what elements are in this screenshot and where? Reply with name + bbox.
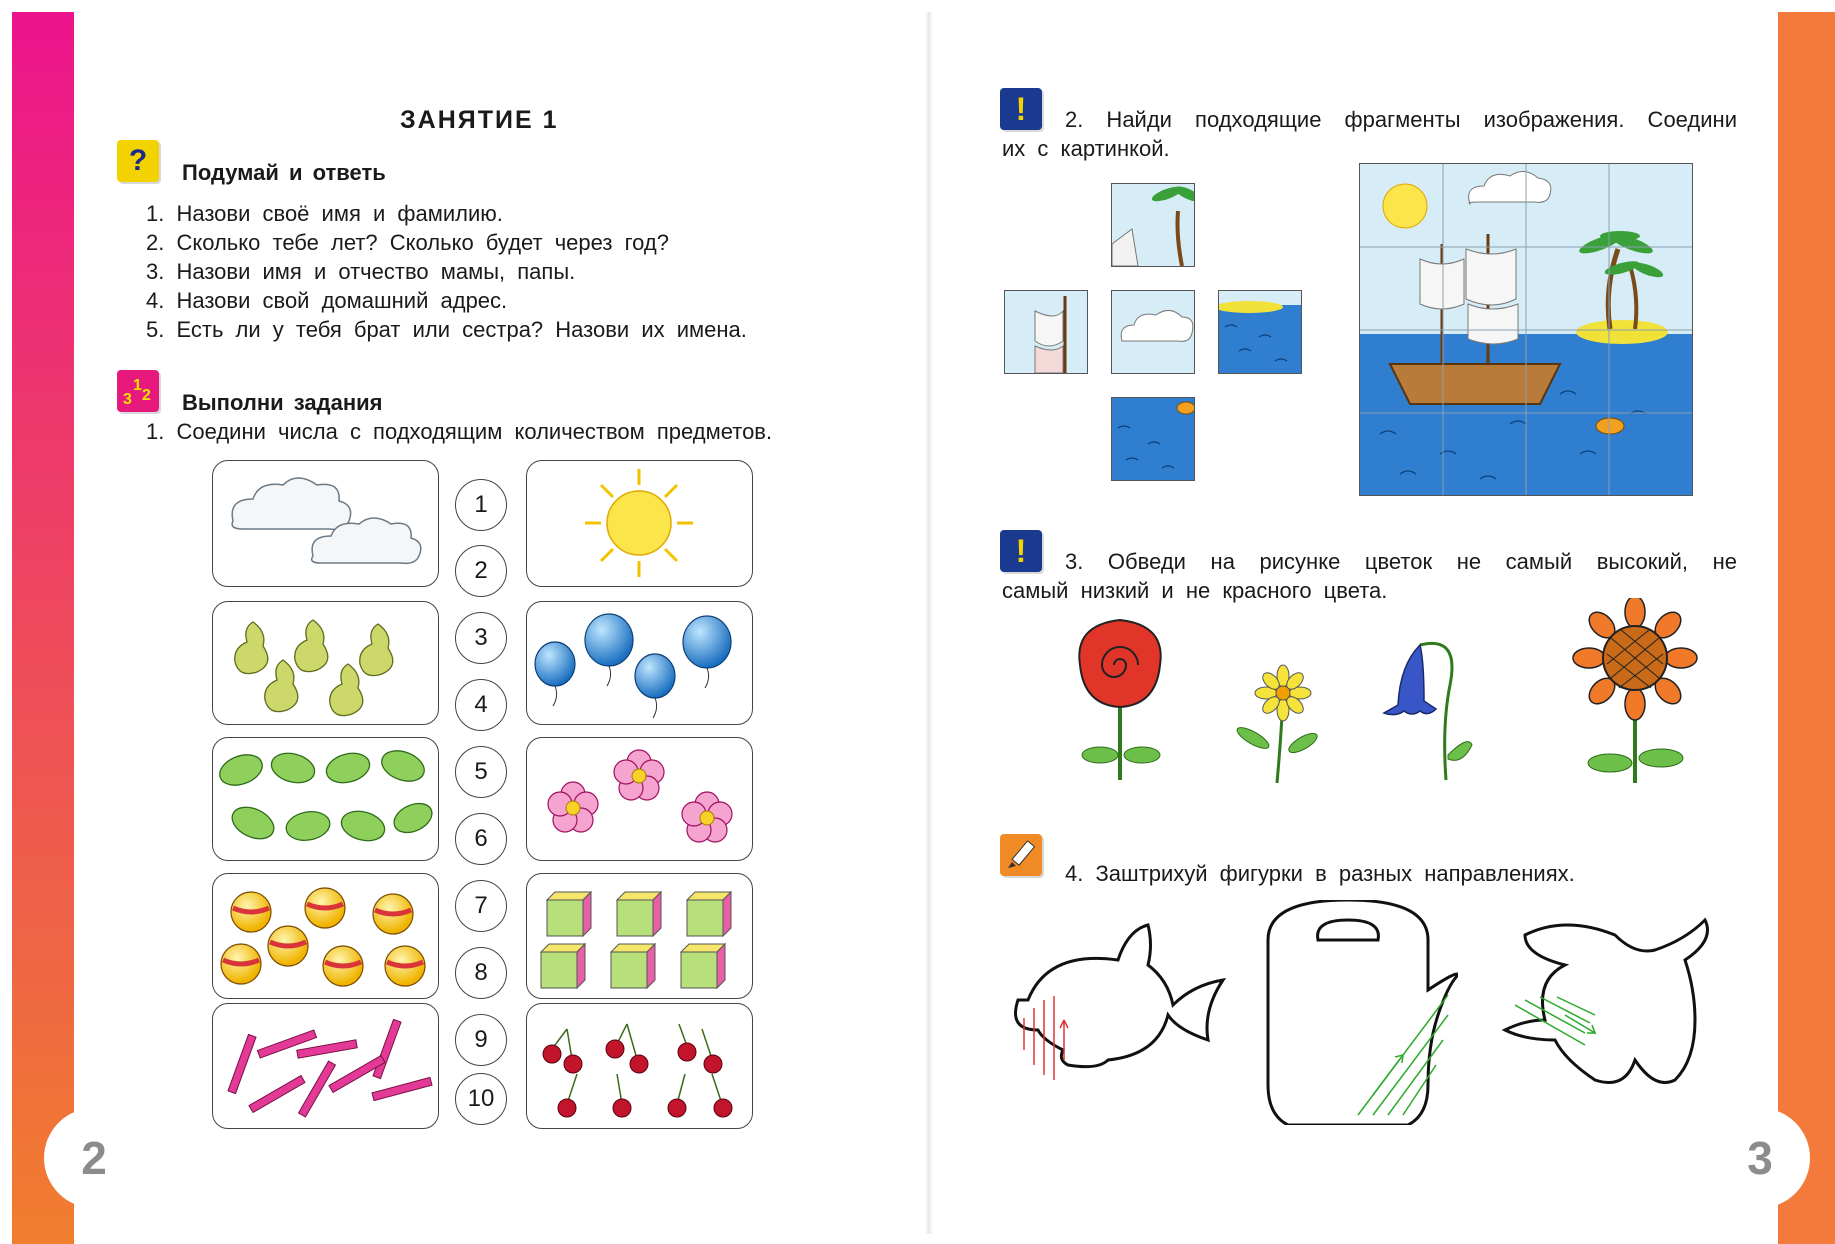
lesson-title: ЗАНЯТИЕ 1 xyxy=(400,106,559,134)
right-page-color-bar xyxy=(1778,12,1835,1244)
flower-sunflower[interactable] xyxy=(1565,598,1705,788)
numbers-icon xyxy=(117,370,159,412)
number-circle[interactable]: 5 xyxy=(455,746,507,798)
task1-text: 1. Соедини числа с подходящим количеством предметов. xyxy=(146,419,773,444)
box-cherries xyxy=(526,1003,753,1129)
figure-fish[interactable] xyxy=(1008,920,1238,1110)
section-heading-tasks: Выполни задания xyxy=(182,390,383,415)
task4-text: 4. Заштрихуй фигурки в разных направлениях. xyxy=(1065,861,1575,886)
svg-text:3: 3 xyxy=(123,391,132,408)
task3-line2: самый низкий и не красного цвета. xyxy=(1002,578,1388,603)
number-circle[interactable]: 8 xyxy=(455,947,507,999)
figure-kettle[interactable] xyxy=(1248,900,1458,1125)
left-page-color-bar xyxy=(12,12,74,1244)
number-circle[interactable]: 2 xyxy=(455,545,507,597)
flower-daisy-yellow[interactable] xyxy=(1228,658,1328,788)
box-balloons xyxy=(526,601,753,725)
fragment-sea-fish[interactable] xyxy=(1111,397,1195,481)
ship-picture xyxy=(1359,163,1693,496)
task2-line1: 2. Найди подходящие фрагменты изображения. Соедини xyxy=(1065,107,1737,132)
box-clouds xyxy=(212,460,439,587)
number-circle[interactable]: 4 xyxy=(455,679,507,731)
pencil-icon xyxy=(1000,834,1042,876)
box-cubes xyxy=(526,873,753,999)
list-item: 4. Назови свой домашний адрес. xyxy=(146,288,508,313)
fragment-cloud[interactable] xyxy=(1111,290,1195,374)
number-circle[interactable]: 7 xyxy=(455,880,507,932)
svg-text:1: 1 xyxy=(133,377,142,394)
list-item: 5. Есть ли у тебя брат или сестра? Назови их имена. xyxy=(146,317,747,342)
box-flowers xyxy=(526,737,753,861)
question-badge-icon: ? xyxy=(117,140,159,182)
list-item: 3. Назови имя и отчество мамы, папы. xyxy=(146,259,576,284)
box-pears xyxy=(212,601,439,725)
fragment-sail[interactable] xyxy=(1004,290,1088,374)
number-circle[interactable]: 9 xyxy=(455,1014,507,1066)
fragment-palm-top[interactable] xyxy=(1111,183,1195,267)
task2-line2: их с картинкой. xyxy=(1002,136,1170,161)
box-sun xyxy=(526,460,753,587)
page-number-left: 2 xyxy=(44,1108,144,1208)
box-balls xyxy=(212,873,439,999)
number-circle[interactable]: 10 xyxy=(455,1073,507,1125)
number-circle[interactable]: 1 xyxy=(455,479,507,531)
exclaim-badge-icon: ! xyxy=(1000,88,1042,130)
list-item: 2. Сколько тебе лет? Сколько будет через год? xyxy=(146,230,669,255)
exclaim-badge-icon: ! xyxy=(1000,530,1042,572)
number-circle[interactable]: 6 xyxy=(455,813,507,865)
flower-rose[interactable] xyxy=(1060,615,1180,785)
book-gutter xyxy=(925,12,933,1234)
section-heading-think: Подумай и ответь xyxy=(182,160,386,185)
questions-list xyxy=(146,199,747,344)
figure-dolphin[interactable] xyxy=(1495,905,1730,1105)
svg-text:2: 2 xyxy=(142,387,151,404)
box-pencils xyxy=(212,1003,439,1129)
list-item: 1. Назови своё имя и фамилию. xyxy=(146,201,503,226)
number-circle[interactable]: 3 xyxy=(455,612,507,664)
box-leaves xyxy=(212,737,439,861)
page-number-right: 3 xyxy=(1710,1108,1810,1208)
task3-line1: 3. Обведи на рисунке цветок не самый высокий, не xyxy=(1065,549,1737,574)
fragment-island-sea[interactable] xyxy=(1218,290,1302,374)
flower-bell-blue[interactable] xyxy=(1368,625,1478,785)
